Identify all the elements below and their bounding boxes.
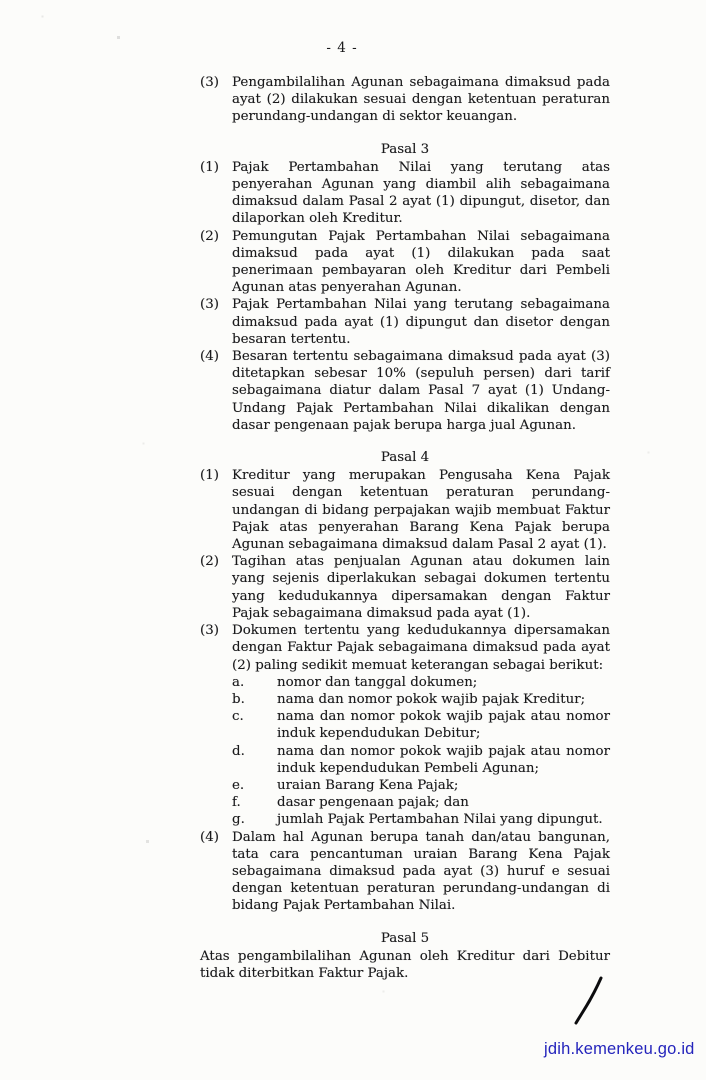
document-body xyxy=(200,74,610,982)
clause-text: Dokumen tertentu yang kedudukannya dipersamakan dengan Faktur Pajak sebagaimana dimaksud pada ayat (2) paling sedikit memuat keterangan sebagai berikut: xyxy=(232,623,610,673)
clause-number: (4) xyxy=(200,349,219,365)
clause-body xyxy=(232,829,610,915)
clause-number: (1) xyxy=(200,159,219,175)
numbered-clause xyxy=(200,228,610,297)
pasal-heading: Pasal 3 xyxy=(380,141,430,157)
clause-number: (1) xyxy=(200,468,219,484)
article-paragraph: Atas pengambilalihan Agunan oleh Kreditur dari Debitur tidak diterbitkan Faktur Pajak. xyxy=(200,948,610,981)
page-number: - 4 - xyxy=(326,40,358,56)
clause-text: Pengambilalihan Agunan sebagaimana dimaksud pada ayat (2) dilakukan sesuai dengan ketentuan peraturan perundang-undangan di sektor keuangan. xyxy=(232,75,610,125)
clause-body xyxy=(232,348,610,434)
clause-number: (3) xyxy=(200,623,219,639)
subclause-text: nama dan nomor pokok wajib pajak atau nomor induk kependudukan Pembeli Agunan; xyxy=(277,743,610,776)
subclause-letter: f. xyxy=(232,795,241,811)
subclause-letter: c. xyxy=(232,709,244,725)
clause-text: Pajak Pertambahan Nilai yang terutang sebagaimana dimaksud pada ayat (1) dipungut dan disetor dengan besaran tertentu. xyxy=(232,297,610,347)
numbered-clause xyxy=(200,159,610,228)
clause-text: Besaran tertentu sebagaimana dimaksud pada ayat (3) ditetapkan sebesar 10% (sepuluh persen) dari tarif sebagaimana diatur dalam Pasal 7 ayat (1) Undang-Undang Pajak Pertambahan Nilai dikalikan dengan dasar pengenaan pajak berupa harga jual Agunan. xyxy=(232,349,610,433)
numbered-clause xyxy=(200,829,610,915)
clause-number: (4) xyxy=(200,829,219,845)
clause-body xyxy=(232,74,610,126)
subclause-letter: e. xyxy=(232,777,245,793)
clause-number: (2) xyxy=(200,228,219,244)
subclause-text: dasar pengenaan pajak; dan xyxy=(277,795,469,811)
clause-body xyxy=(232,228,610,297)
jdih-kemenkeu-watermark: jdih.kemenkeu.go.id xyxy=(544,1040,695,1058)
lettered-subclause xyxy=(232,743,610,777)
clause-text: Dalam hal Agunan berupa tanah dan/atau bangunan, tata cara pencantuman uraian Barang Kena Pajak sebagaimana dimaksud pada ayat (3) huruf e sesuai dengan ketentuan peraturan perundang-undangan di bidang Pajak Pertambahan Nilai. xyxy=(232,829,610,914)
numbered-clause xyxy=(200,348,610,434)
lettered-subclause xyxy=(232,674,610,691)
clause-body xyxy=(232,467,610,553)
subclause-text: nomor dan tanggal dokumen; xyxy=(277,674,478,690)
clause-number: (3) xyxy=(200,75,219,90)
subclause-letter: a. xyxy=(232,674,245,690)
clause-text: Pajak Pertambahan Nilai yang terutang atas penyerahan Agunan yang diambil alih sebagaimana dimaksud dalam Pasal 2 ayat (1) dipungut, disetor, dan dilaporkan oleh Kreditur. xyxy=(232,159,610,227)
clause-body xyxy=(232,159,610,228)
clause-text: Tagihan atas penjualan Agunan atau dokumen lain yang sejenis diperlakukan sebagai dokumen tertentu yang kedudukannya dipersamakan dengan Faktur Pajak sebagaimana dimaksud pada ayat (1). xyxy=(232,554,610,621)
clause-body xyxy=(232,296,610,348)
numbered-clause xyxy=(200,467,610,553)
lettered-subclause xyxy=(232,777,610,794)
numbered-clause xyxy=(200,553,610,622)
subclause-text: nama dan nomor pokok wajib pajak Kreditur; xyxy=(277,691,586,707)
clause-text: Pemungutan Pajak Pertambahan Nilai sebagaimana dimaksud pada ayat (1) dilakukan pada saat penerimaan pembayaran oleh Kreditur dari Pembeli Agunan atas penyerahan Agunan. xyxy=(232,228,610,296)
subclause-text: jumlah Pajak Pertambahan Nilai yang dipungut. xyxy=(277,812,603,828)
lettered-subclause xyxy=(232,794,610,811)
scan-dust-specks xyxy=(0,0,1,1)
pasal-heading: Pasal 4 xyxy=(380,450,430,466)
clause-body xyxy=(232,553,610,622)
clause-body xyxy=(232,622,610,828)
lettered-subclause xyxy=(232,811,610,828)
clause-text: Kreditur yang merupakan Pengusaha Kena Pajak sesuai dengan ketentuan peraturan perundang-undangan di bidang perpajakan wajib membuat Faktur Pajak atas penyerahan Barang Kena Pajak berupa Agunan sebagaimana dimaksud dalam Pasal 2 ayat (1). xyxy=(232,468,610,553)
lettered-sublist xyxy=(232,674,610,829)
pen-initial-stroke-icon xyxy=(568,972,614,1030)
lettered-subclause xyxy=(232,708,610,742)
subclause-letter: b. xyxy=(232,691,245,707)
subclause-letter: g. xyxy=(232,812,245,828)
subclause-letter: d. xyxy=(232,743,245,759)
clause-number: (3) xyxy=(200,297,219,313)
numbered-clause xyxy=(200,622,610,828)
numbered-clause xyxy=(200,296,610,348)
subclause-text: uraian Barang Kena Pajak; xyxy=(277,777,459,793)
numbered-clause xyxy=(200,74,610,126)
lettered-subclause xyxy=(232,691,610,708)
clause-number: (2) xyxy=(200,554,219,570)
pasal-heading: Pasal 5 xyxy=(380,930,430,946)
subclause-text: nama dan nomor pokok wajib pajak atau nomor induk kependudukan Debitur; xyxy=(277,709,610,742)
